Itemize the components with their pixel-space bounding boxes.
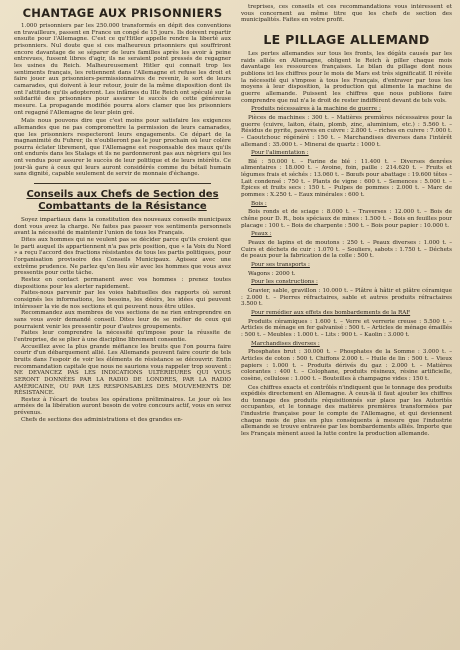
pillage-category-text: Bois ronds et de sciage : 8.000 t. – Traverses : 12.000 t. – Bois de chêne pour D. R., bois spéciaux de mines : 1.500 t. – Bois en feuilles pour placage : 100 t. – Bois de charpente : 500 t. – Bois pour papier : 10.000 t. bbox=[240, 209, 452, 229]
pillage-category-label: Pour les constructions : bbox=[250, 279, 318, 286]
pillage-category-label: Marchandises diverses : bbox=[250, 340, 320, 347]
prisoners-paragraph-2: Mais nous pouvons dire que c'est moins pour satisfaire les exigences allemandes que ne pas compromettre la permission de leurs camarades, que les prisonniers respecteront leurs engagements. Ce départ de la magnanimité du Fuhrer, ils n'oublieront pas le jour prochain où leur colère pourra éclater librement, que l'Allemagne est responsable des maux qu'ils ont endurés dans les Stalags et ils ne pardonneront pas aux nègriers qui les ont vendus pour assurer le succès de leur politique et de leurs intérêts. Ce jour-là gare à ceux qui leurs auront considérés comme du bétail humain sans dignité, capable seulement de servir de monnaie d'échange. bbox=[14, 118, 231, 178]
pillage-closing-paragraph: Ces chiffres exacts et contrôlés n'indiquent que le tonnage des produits expédiés directement en Allemagne. À ceux-là il faut ajouter les chiffres du tonnage des produits réquisitionnés sur place par les Autorités occupantes, et le tonnage des matières premières transformées par l'industrie française pour le compte de l'Allemagne, et qui deviennent chaque mois de plus en plus conséquents à mesure que l'industrie allemande se trouve entravée par les bombardements alliés. Importe que les Français mènent aussi la lutte contre la production allemande. bbox=[240, 384, 452, 438]
pillage-category-text: Pièces de machines : 300 t. – Matières premières nécessaires pour la guerre (cuivre, laiton, étain, plomb, zinc, aluminium, etc.) : 5.560 t. – Résidus de pyrite, pauvres en cuivre : 2.800 t. – riches en cuivre : 7.000 t. – Caoutchouc régénéré : 150 t. – Marchandises diverses dans l'intérêt allemand : 35.000 t. – Minerai de quartz : 1000 t. bbox=[240, 114, 452, 148]
pillage-category-label: Peaux : bbox=[250, 231, 272, 238]
section-divider bbox=[34, 183, 211, 184]
pillage-category-label: Pour remédier aux effets des bombardements de la RAF bbox=[250, 309, 411, 316]
advice-list bbox=[14, 217, 231, 423]
pillage-category-text: Produits céramiques : 1.600 t. – Verre et verrerie creuse : 5.500 t. – Articles de ménage en fer galvanisé : 500 t. – Articles de ménage émaillés : 500 t. – Meubles : 1.000 t. – Lits : 900 t. – Kaolin : 3.000 t. bbox=[240, 318, 452, 338]
article-title-pillage: LE PILLAGE ALLEMAND bbox=[263, 31, 430, 47]
prisoners-paragraph-1: 1.000 prisonniers par les 250.000 transformés en dépit des conventions en travailleurs, passent en France un congé de 15 jours. Ils doivent repartir ensuite pour l'Allemagne. C'est ce qu'Hitler appelle rendre la liberté aux prisonniers. Nul doute que si ces malheureux prisonniers qui souffriront encore davantage de se séparer de leurs familles après les avoir à peine entrevues, fussent libres d'agir, ils ne seraient point pressés de regagner les usines du Reich. Malheureusement Hitler qui connait trop les sentiments français, les retiennent dans l'Allemagne et refuse les droit et faire jouer aux prisonniers-permissionnaires de revenir, le sort de leurs camarades, qui doivent à leur retour, jouir de la même disposition dont ils ont l'attitude qu'ils adopteront. Les infâmes du IIIe Reich ont spéculé sur la solidarité des prisonniers pour assurer le succès de cette généreuse mesure. La propagande modifiée pourra alors clamer que les prisonniers ont regagné l'Allemagne de leur plein gré. bbox=[14, 23, 231, 116]
pillage-category-text: Peaux de lapins et de moutons : 250 t. – Peaux diverses : 1.000 t. – Cuirs et déchets de cuir : 1.070 t. – Souliers, sabots : 1.750 t. – Déchets de peaux pour la fabrication de la colle : 500 t. bbox=[240, 240, 452, 260]
advice-item: Soyez impartiaux dans la constitution des nouveaux conseils municipaux dont vous avez la charge. Ne faites pas passer vos sentiments personnels avant la nécessité de maintenir l'union de tous les Français. bbox=[14, 217, 231, 237]
pillage-category-text: Blé : 50.000 t. – Farine de blé : 11.400 t. – Diverses denrées alimentaires : 18.000 t. – Avoine, foin, paille : 214.620 t. – Fruits et légumes frais et séchés : 13.060 t. – Bœufs pour abattage : 19.600 têtes – Lait condensé : 750 t. – Plants de vigne : 600 t. – Semences : 5.000 t. – Épices et fruits secs : 150 t. – Pulpes de pommes : 2.000 t. – Marc de pommes : X.250 t. – Eaux minérales : 600 t. bbox=[240, 158, 452, 199]
right-column bbox=[241, 4, 452, 646]
advice-item: Recommandez aux membres de vos sections de ne rien entreprendre en sans vous avoir demandé conseil. Dites leur de se méfier de ceux qui pourraient venir les pressentir pour d'autres groupements. bbox=[14, 310, 231, 330]
pillage-intro-paragraph: Les pertes allemandes sur tous les fronts, les dégâts causés par les raids alliés en Allemagne, obligent le Reich à piller chaque mois davantage les ressources françaises. Le bilan du pillage dont nous publions ici les chiffres pour le mois de Mars est très significatif. Il révèle la nécessité qui s'impose à tous les Français, d'entraver par tous les moyens à leur disposition, la production qui alimente la machine de guerre allemande. Puissent les chiffres que nous publions faire comprendre que nul n'a le droit de rester indifférent devant de tels vols. bbox=[240, 50, 452, 104]
advice-item: Accueillez avec la plus grande méfiance les bruits que l'on pourra faire courir d'un débarquement allié. Les Allemands peuvent faire courir de tels bruits dans l'espoir de voir les éléments de résistance se découvrir. Enfin recommandation capitale que nous ne saurions vous rappeler trop souvent : NE DEVANCEZ PAS LES INDICATIONS ULTÉRIEURES QUI VOUS SERONT DONNÉES PAR LA RADIO DE LONDRES, PAR LA RADIO AMÉRICAINE, OU PAR LES RESPONSABLES DES MOUVEMENTS DE RÉSISTANCE. bbox=[14, 343, 231, 397]
article-title-conseils: Conseils aux Chefs de Section des Combattants de la Résistance bbox=[26, 189, 219, 213]
advice-item: Faites leur comprendre la nécessité qu'impose pour la réussite de l'entreprise, de se plier à une discipline librement consentie. bbox=[14, 330, 231, 343]
pillage-category-text: Wagons : 2000 t. bbox=[247, 270, 296, 277]
advice-item: Dites aux hommes qui ne veulent pas se décider parce qu'ils croient que le parti auquel ils appartiennent n'a pas pris position, que « la Voix du Nord » a reçu l'accord des fractions résistantes de tous les partis politiques, pour l'organisation provisoire des Conseils Municipaux. Agissez avec une extrême prudence. Ne parlez qu'en lieu sûr avec les hommes que vous avez pressentis pour cette tâche. bbox=[14, 237, 231, 277]
advice-item: Faites-nous parvenir par les voies habituelles des rapports où seront consignés les informations, les besoins, les désirs, les idées qui peuvent intéresser la vie de nos sections et qui peuvent nous être utiles. bbox=[14, 290, 231, 310]
advice-item: Chefs de sections des administrations et des grandes en- bbox=[21, 416, 183, 423]
article-title-prisoners: CHANTAGE AUX PRISONNIERS bbox=[22, 6, 223, 20]
pillage-category-label: Produits nécessaires à la machine de guerre : bbox=[250, 106, 381, 113]
left-column bbox=[14, 4, 231, 646]
advice-item: Restez en contact permanent avec vos hommes : prenez toutes dispositions pour les alerter rapidement. bbox=[14, 277, 231, 290]
pillage-category-label: Pour l'alimentation : bbox=[250, 150, 309, 157]
pillage-category-text: Gravier, sable, gravillon : 10.000 t. – Plâtre à hâtir et plâtre céramique : 2.000 t. – Pierres réfractaires, sable et autres produits réfractaires 3.500 t. bbox=[240, 287, 452, 308]
advice-item: Restez à l'écart de toutes les opérations préliminaires. Le jour où les armées de la libération auront besoin de votre concours actif, vous en serez prévenus. bbox=[14, 396, 231, 417]
conseils-continuation: treprises, ces conseils et ces recommandations vous intéressent et vous concernent au même titre que les chefs de section des municipalités. Faites en votre profit. bbox=[240, 4, 452, 24]
pillage-category-label: Pour ses transports : bbox=[250, 262, 310, 268]
pillage-category-label: Bois : bbox=[250, 200, 267, 207]
pillage-category-text: Phosphates brut : 30.000 t. – Phosphates de la Somme : 3.000 t. – Articles de coton : 500 t. Chiffons 2.000 t. – Huile de lin : 500 t. – Vieux papiers : 1.000 t. – Produits dérivés du gaz : 2.000 t. – Matières colorantes : 400 t. – Colophane, produits résineux, résine artificielle, cosène, cellulose : 1.000 t. – Bouteilles à champagne vides : 150 t. bbox=[240, 349, 452, 382]
